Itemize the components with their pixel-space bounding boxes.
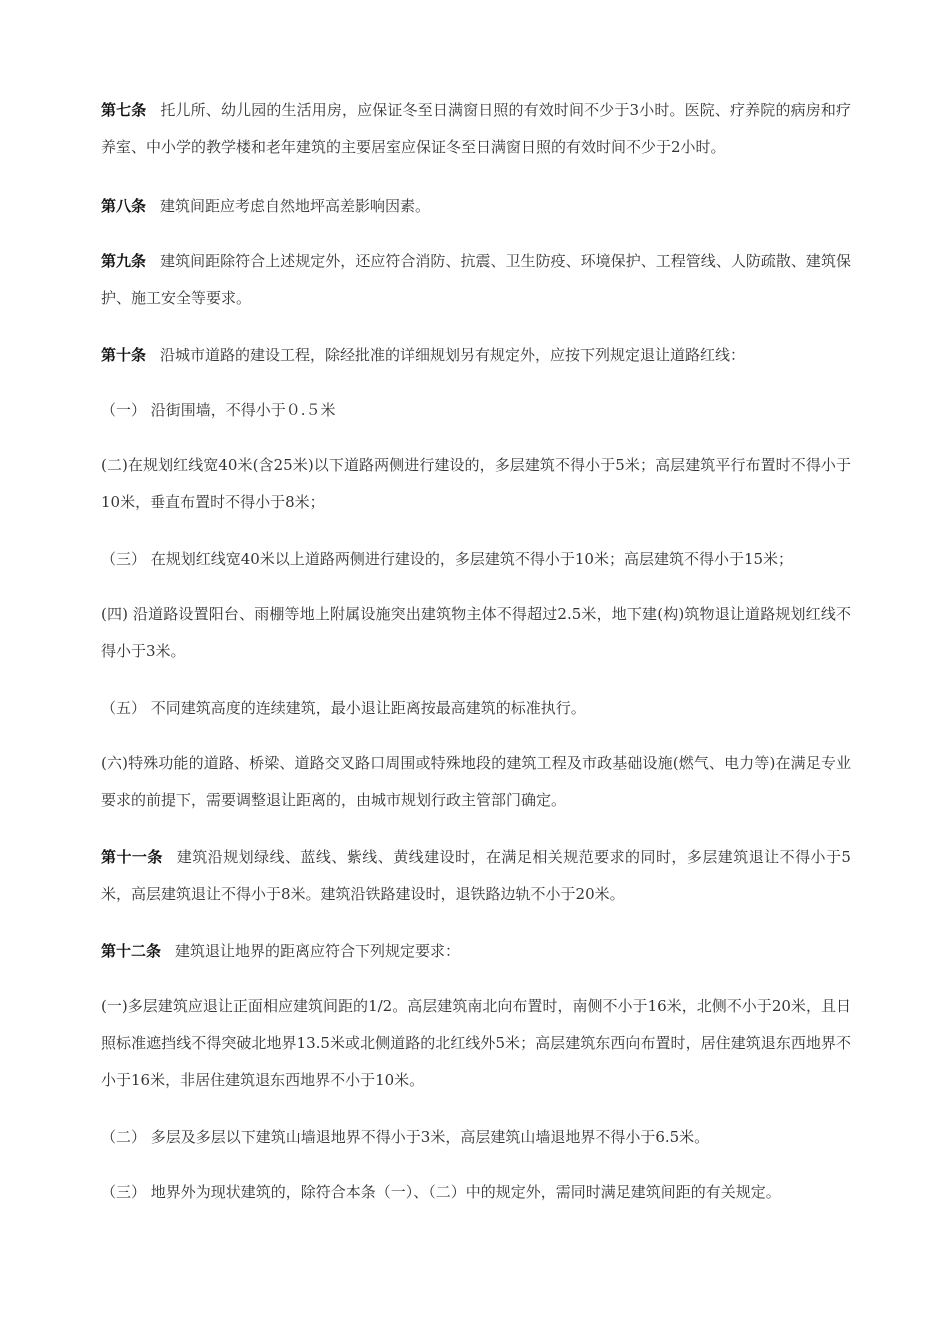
article-text: 建筑间距除符合上述规定外，还应符合消防、抗震、卫生防疫、环境保护、工程管线、人防疏散、建筑保护、施工安全等要求。 (101, 252, 851, 307)
clause-text: （一） 沿街围墙，不得小于０.５米 (101, 401, 336, 419)
clause-2 (101, 447, 851, 521)
clause-text: (二)在规划红线宽40米(含25米)以下道路两侧进行建设的，多层建筑不得小于5米；高层建筑平行布置时不得小于10米，垂直布置时不得小于8米； (101, 456, 851, 511)
clause-text: （三） 在规划红线宽40米以上道路两侧进行建设的，多层建筑不得小于10米；高层建筑不得小于15米； (101, 550, 794, 568)
article-text: 建筑间距应考虑自然地坪高差影响因素。 (160, 197, 431, 215)
clause-4 (101, 596, 851, 670)
article-text: 沿城市道路的建设工程，除经批准的详细规划另有规定外，应按下列规定退让道路红线： (160, 346, 746, 364)
clause-12-1 (101, 988, 851, 1099)
article-11 (101, 839, 851, 913)
article-8 (101, 188, 851, 225)
article-10 (101, 337, 851, 374)
article-text: 建筑退让地界的距离应符合下列规定要求： (175, 942, 461, 960)
article-heading: 第十一条 (101, 848, 163, 866)
article-heading: 第七条 (101, 101, 147, 119)
clause-text: (一)多层建筑应退让正面相应建筑间距的1/2。高层建筑南北向布置时，南侧不小于16米，北侧不小于20米，且日照标准遮挡线不得突破北地界13.5米或北侧道路的北红线外5米；高层建筑东西向布置时，居住建筑退东西地界不小于16米，非居住建筑退东西地界不小于10米。 (101, 997, 851, 1089)
article-text: 托儿所、幼儿园的生活用房，应保证冬至日满窗日照的有效时间不少于3小时。医院、疗养院的病房和疗养室、中小学的教学楼和老年建筑的主要居室应保证冬至日满窗日照的有效时间不少于2小时。 (101, 101, 851, 156)
clause-text: (四) 沿道路设置阳台、雨棚等地上附属设施突出建筑物主体不得超过2.5米，地下建(构)筑物退让道路规划红线不得小于3米。 (101, 605, 851, 660)
article-7 (101, 92, 851, 166)
clause-6 (101, 745, 851, 819)
clause-3 (101, 541, 851, 578)
article-text: 建筑沿规划绿线、蓝线、紫线、黄线建设时，在满足相关规范要求的同时，多层建筑退让不得小于5米，高层建筑退让不得小于8米。建筑沿铁路建设时，退铁路边轨不小于20米。 (101, 848, 851, 903)
article-heading: 第十二条 (101, 942, 162, 960)
clause-1 (101, 392, 851, 429)
clause-text: （三） 地界外为现状建筑的，除符合本条（一）、（二）中的规定外，需同时满足建筑间距的有关规定。 (101, 1183, 781, 1201)
clause-12-2 (101, 1119, 851, 1156)
article-12 (101, 933, 851, 970)
clause-5 (101, 690, 851, 727)
article-heading: 第八条 (101, 197, 147, 215)
article-heading: 第九条 (101, 252, 147, 270)
clause-12-3 (101, 1174, 851, 1211)
article-heading: 第十条 (101, 346, 147, 364)
article-9 (101, 243, 851, 317)
clause-text: （二） 多层及多层以下建筑山墙退地界不得小于3米，高层建筑山墙退地界不得小于6.5米。 (101, 1128, 710, 1146)
clause-text: （五） 不同建筑高度的连续建筑，最小退让距离按最高建筑的标准执行。 (101, 699, 586, 717)
clause-text: (六)特殊功能的道路、桥梁、道路交叉路口周围或特殊地段的建筑工程及市政基础设施(燃气、电力等)在满足专业要求的前提下，需要调整退让距离的，由城市规划行政主管部门确定。 (101, 754, 851, 809)
